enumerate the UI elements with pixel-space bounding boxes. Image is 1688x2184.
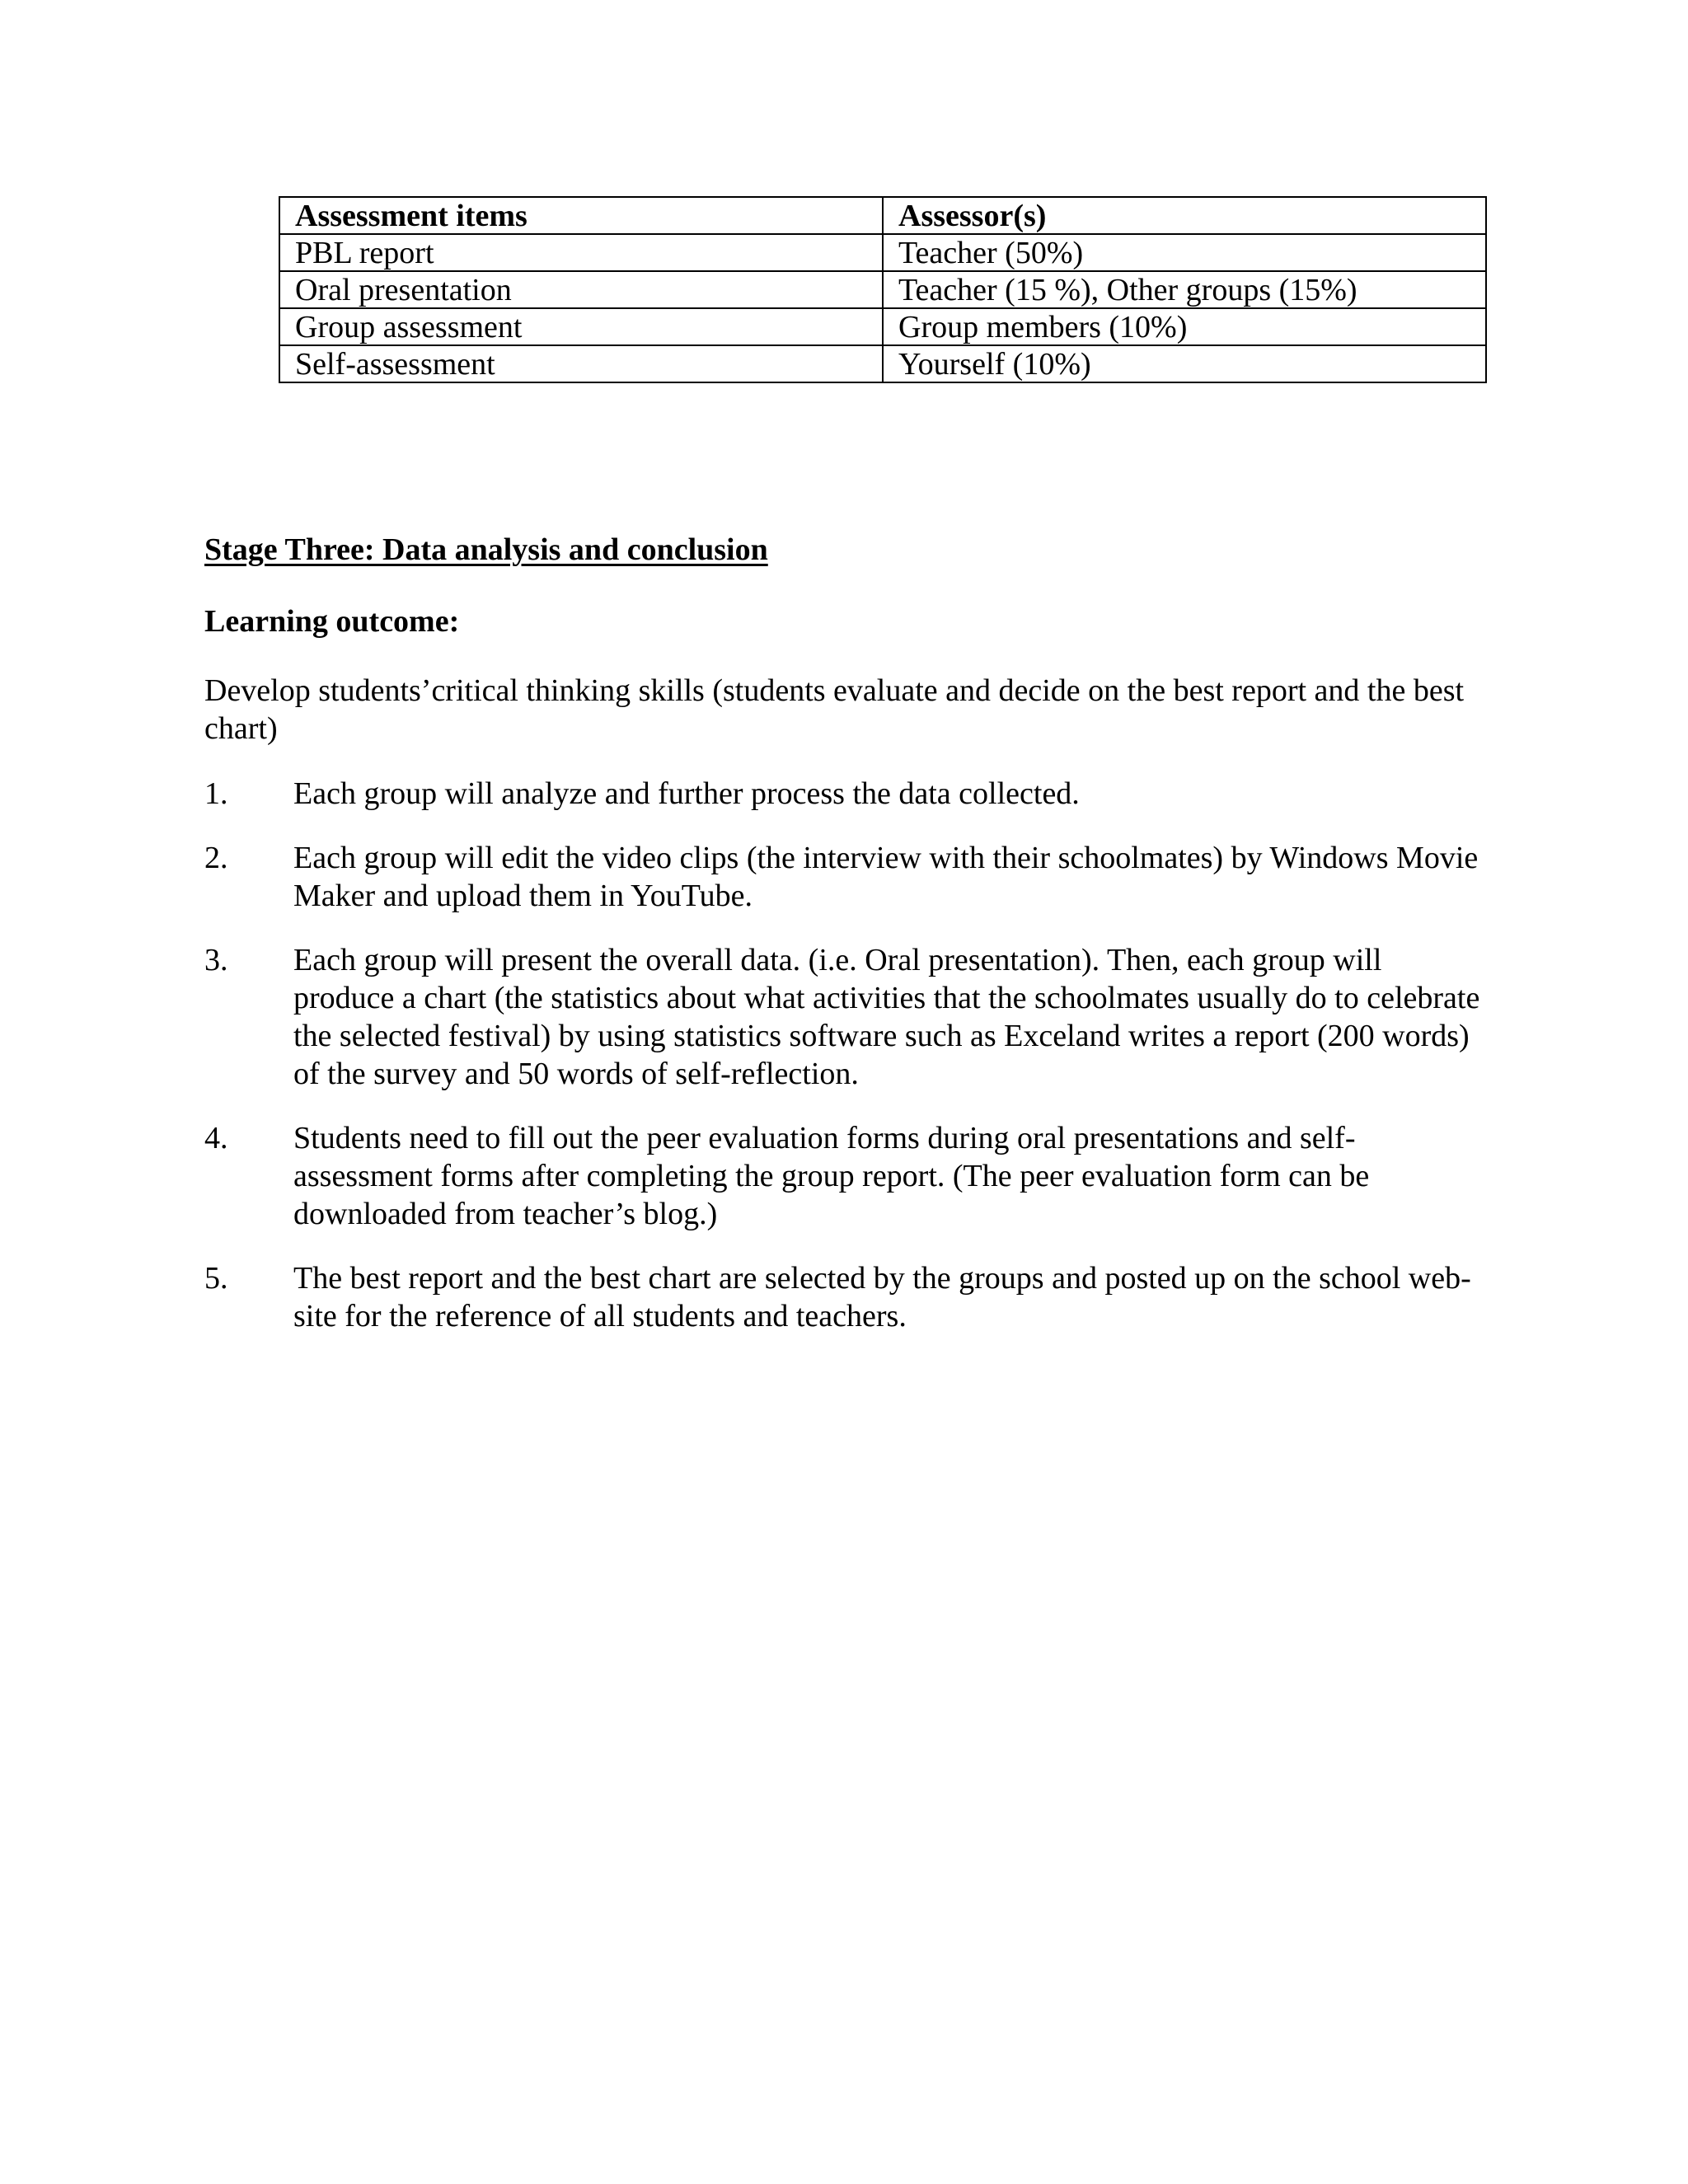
learning-outcome-text: Develop students’critical thinking skills (students evaluate and decide on the best report and the best chart) (204, 673, 1465, 746)
table-cell-item: PBL report (279, 234, 883, 271)
step-text: Students need to fill out the peer evaluation forms during oral presentations and self-assessment forms after completing the group report. (The peer evaluation form can be downloaded from teacher’s blog.) (293, 1121, 1370, 1231)
list-item (204, 839, 1490, 915)
step-number: 5. (204, 1261, 228, 1296)
table-cell-item: Oral presentation (279, 271, 883, 308)
list-item (204, 1259, 1490, 1335)
table-cell-item: Self-assessment (279, 345, 883, 382)
learning-outcome-heading: Learning outcome: (204, 604, 460, 639)
table-cell-assessor: Teacher (50%) (883, 234, 1486, 271)
step-number: 4. (204, 1121, 228, 1155)
table-row (279, 234, 1486, 271)
step-number: 1. (204, 776, 228, 811)
list-item (204, 775, 1490, 813)
table-header-row (279, 197, 1486, 234)
table-cell-assessor: Teacher (15 %), Other groups (15%) (883, 271, 1486, 308)
stage-heading: Stage Three: Data analysis and conclusion (204, 532, 768, 567)
list-item (204, 1119, 1490, 1233)
column-header-assessment-items: Assessment items (279, 197, 883, 234)
assessment-table (279, 196, 1487, 383)
step-number: 2. (204, 841, 228, 875)
table-cell-assessor: Yourself (10%) (883, 345, 1486, 382)
table-cell-assessor: Group members (10%) (883, 308, 1486, 345)
step-text: Each group will edit the video clips (the interview with their schoolmates) by Windows Movie Maker and upload them in YouTube. (293, 841, 1479, 913)
table-cell-item: Group assessment (279, 308, 883, 345)
table-row (279, 271, 1486, 308)
list-item (204, 941, 1490, 1093)
column-header-assessors: Assessor(s) (883, 197, 1486, 234)
steps-list (204, 775, 1490, 1361)
step-text: The best report and the best chart are selected by the groups and posted up on the school web-site for the reference of all students and teachers. (293, 1261, 1471, 1333)
step-number: 3. (204, 943, 228, 977)
step-text: Each group will analyze and further process the data collected. (293, 776, 1080, 811)
table-row (279, 308, 1486, 345)
step-text: Each group will present the overall data. (i.e. Oral presentation). Then, each group will produce a chart (the statistics about what activities that the schoolmates usually do to celebrate the selected festival) by using statistics software such as Exceland writes a report (200 words) of the survey and 50 words of self-reflection. (293, 943, 1480, 1091)
table-row (279, 345, 1486, 382)
